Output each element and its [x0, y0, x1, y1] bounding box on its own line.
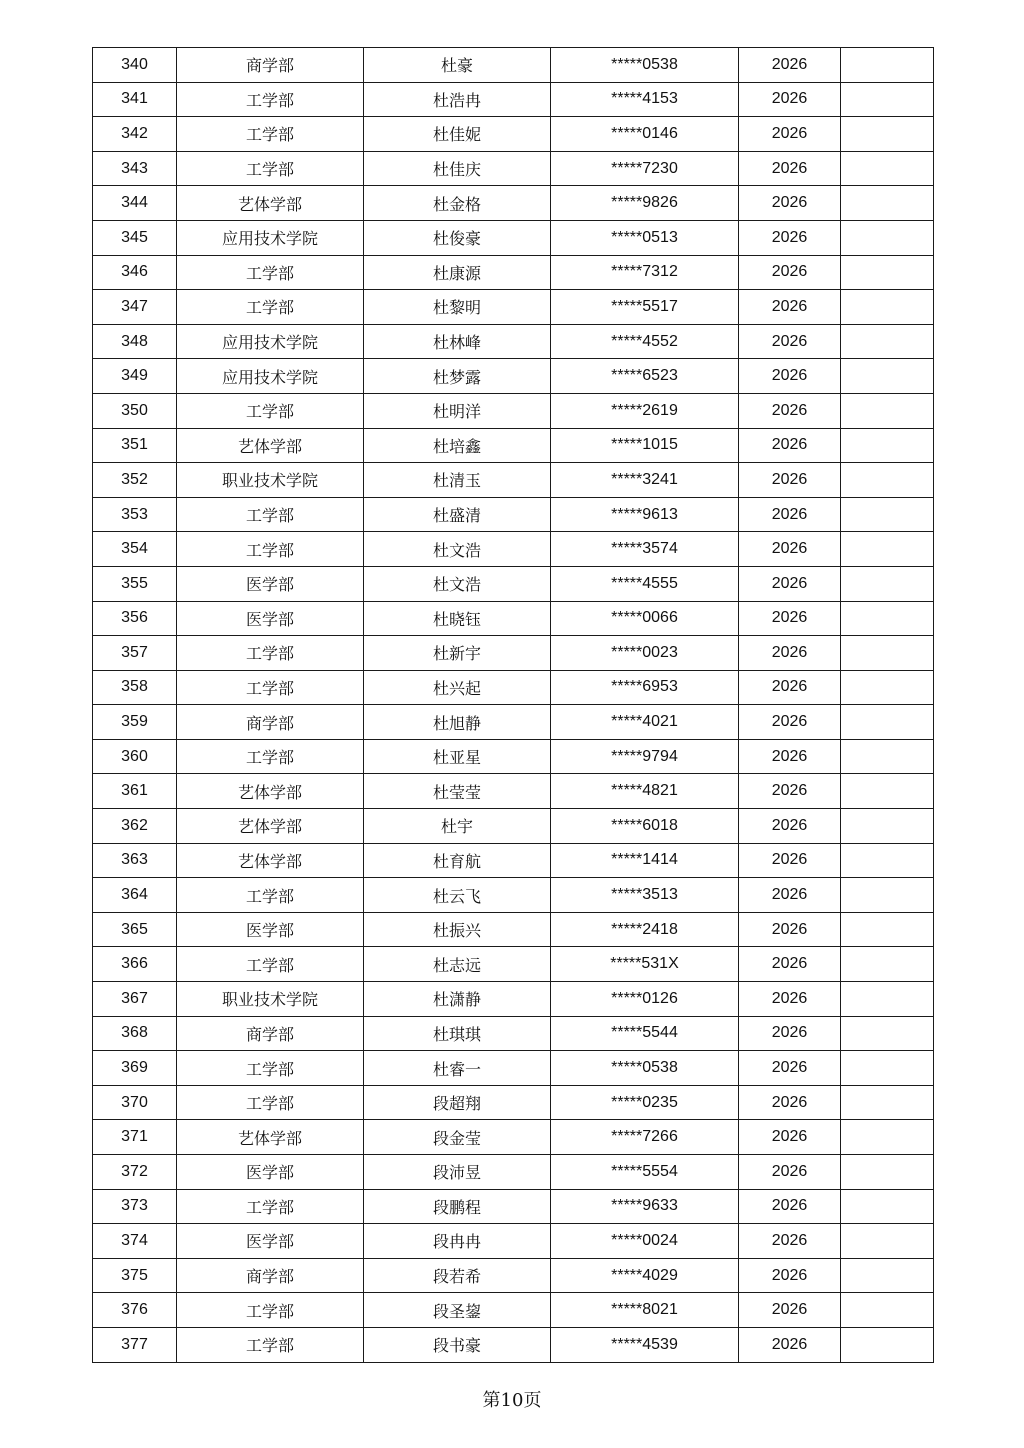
year-cell: 2026 [739, 532, 841, 567]
remarks-cell [841, 82, 934, 117]
table-row [93, 532, 934, 567]
masked-id-cell: *****9826 [551, 186, 739, 221]
table-row [93, 1085, 934, 1120]
remarks-cell [841, 670, 934, 705]
department-cell: 应用技术学院 [177, 220, 364, 255]
department-cell: 工学部 [177, 82, 364, 117]
table-row [93, 1051, 934, 1086]
student-name-cell: 杜琪琪 [364, 1016, 551, 1051]
remarks-cell [841, 636, 934, 671]
remarks-cell [841, 1189, 934, 1224]
table-row [93, 151, 934, 186]
table-row [93, 1016, 934, 1051]
remarks-cell [841, 220, 934, 255]
year-cell: 2026 [739, 705, 841, 740]
year-cell: 2026 [739, 1016, 841, 1051]
student-name-cell: 杜兴起 [364, 670, 551, 705]
page-number: 第10页 [482, 1390, 542, 1411]
year-cell: 2026 [739, 255, 841, 290]
student-name-cell: 段冉冉 [364, 1224, 551, 1259]
student-name-cell: 段超翔 [364, 1085, 551, 1120]
row-number-cell: 341 [93, 82, 177, 117]
row-number-cell: 359 [93, 705, 177, 740]
year-cell: 2026 [739, 809, 841, 844]
department-cell: 艺体学部 [177, 843, 364, 878]
row-number-cell: 377 [93, 1327, 177, 1362]
masked-id-cell: *****2418 [551, 912, 739, 947]
year-cell: 2026 [739, 636, 841, 671]
row-number-cell: 351 [93, 428, 177, 463]
department-cell: 艺体学部 [177, 428, 364, 463]
masked-id-cell: *****4821 [551, 774, 739, 809]
table-row [93, 601, 934, 636]
department-cell: 工学部 [177, 739, 364, 774]
remarks-cell [841, 324, 934, 359]
student-name-cell: 杜云飞 [364, 878, 551, 913]
student-name-cell: 杜晓钰 [364, 601, 551, 636]
student-name-cell: 段圣鋆 [364, 1293, 551, 1328]
year-cell: 2026 [739, 428, 841, 463]
row-number-cell: 360 [93, 739, 177, 774]
row-number-cell: 376 [93, 1293, 177, 1328]
year-cell: 2026 [739, 393, 841, 428]
remarks-cell [841, 843, 934, 878]
row-number-cell: 356 [93, 601, 177, 636]
remarks-cell [841, 601, 934, 636]
row-number-cell: 367 [93, 982, 177, 1017]
table-row [93, 1155, 934, 1190]
student-name-cell: 杜佳妮 [364, 117, 551, 152]
department-cell: 艺体学部 [177, 774, 364, 809]
student-name-cell: 杜盛清 [364, 497, 551, 532]
student-name-cell: 杜宇 [364, 809, 551, 844]
remarks-cell [841, 912, 934, 947]
remarks-cell [841, 566, 934, 601]
year-cell: 2026 [739, 1224, 841, 1259]
student-name-cell: 杜俊豪 [364, 220, 551, 255]
masked-id-cell: *****531X [551, 947, 739, 982]
table-row [93, 1120, 934, 1155]
table-row [93, 566, 934, 601]
masked-id-cell: *****2619 [551, 393, 739, 428]
student-name-cell: 杜振兴 [364, 912, 551, 947]
year-cell: 2026 [739, 186, 841, 221]
year-cell: 2026 [739, 82, 841, 117]
masked-id-cell: *****7312 [551, 255, 739, 290]
row-number-cell: 342 [93, 117, 177, 152]
table-row [93, 739, 934, 774]
table-row [93, 670, 934, 705]
department-cell: 工学部 [177, 255, 364, 290]
year-cell: 2026 [739, 1120, 841, 1155]
masked-id-cell: *****3241 [551, 463, 739, 498]
department-cell: 商学部 [177, 705, 364, 740]
masked-id-cell: *****0538 [551, 1051, 739, 1086]
remarks-cell [841, 1258, 934, 1293]
table-row [93, 947, 934, 982]
year-cell: 2026 [739, 324, 841, 359]
remarks-cell [841, 1327, 934, 1362]
row-number-cell: 344 [93, 186, 177, 221]
department-cell: 工学部 [177, 1085, 364, 1120]
remarks-cell [841, 463, 934, 498]
student-name-cell: 杜黎明 [364, 290, 551, 325]
table-row [93, 636, 934, 671]
student-name-cell: 杜明洋 [364, 393, 551, 428]
remarks-cell [841, 774, 934, 809]
row-number-cell: 350 [93, 393, 177, 428]
year-cell: 2026 [739, 497, 841, 532]
row-number-cell: 365 [93, 912, 177, 947]
department-cell: 艺体学部 [177, 1120, 364, 1155]
row-number-cell: 346 [93, 255, 177, 290]
student-name-cell: 段沛昱 [364, 1155, 551, 1190]
row-number-cell: 355 [93, 566, 177, 601]
masked-id-cell: *****4021 [551, 705, 739, 740]
row-number-cell: 363 [93, 843, 177, 878]
remarks-cell [841, 117, 934, 152]
remarks-cell [841, 151, 934, 186]
masked-id-cell: *****1015 [551, 428, 739, 463]
row-number-cell: 347 [93, 290, 177, 325]
student-name-cell: 杜旭静 [364, 705, 551, 740]
row-number-cell: 372 [93, 1155, 177, 1190]
table-row [93, 809, 934, 844]
remarks-cell [841, 393, 934, 428]
department-cell: 应用技术学院 [177, 359, 364, 394]
department-cell: 工学部 [177, 636, 364, 671]
year-cell: 2026 [739, 48, 841, 83]
masked-id-cell: *****6523 [551, 359, 739, 394]
department-cell: 工学部 [177, 290, 364, 325]
masked-id-cell: *****3513 [551, 878, 739, 913]
student-name-cell: 杜培鑫 [364, 428, 551, 463]
department-cell: 医学部 [177, 566, 364, 601]
row-number-cell: 352 [93, 463, 177, 498]
department-cell: 艺体学部 [177, 186, 364, 221]
table-row [93, 982, 934, 1017]
remarks-cell [841, 809, 934, 844]
table-row [93, 324, 934, 359]
department-cell: 工学部 [177, 1189, 364, 1224]
masked-id-cell: *****8021 [551, 1293, 739, 1328]
remarks-cell [841, 1085, 934, 1120]
year-cell: 2026 [739, 739, 841, 774]
table-row [93, 220, 934, 255]
masked-id-cell: *****5554 [551, 1155, 739, 1190]
student-name-cell: 杜金格 [364, 186, 551, 221]
remarks-cell [841, 739, 934, 774]
masked-id-cell: *****7230 [551, 151, 739, 186]
remarks-cell [841, 497, 934, 532]
department-cell: 医学部 [177, 601, 364, 636]
student-name-cell: 杜睿一 [364, 1051, 551, 1086]
masked-id-cell: *****0023 [551, 636, 739, 671]
remarks-cell [841, 48, 934, 83]
remarks-cell [841, 1051, 934, 1086]
year-cell: 2026 [739, 290, 841, 325]
department-cell: 医学部 [177, 1224, 364, 1259]
remarks-cell [841, 359, 934, 394]
row-number-cell: 345 [93, 220, 177, 255]
year-cell: 2026 [739, 1327, 841, 1362]
table-row [93, 48, 934, 83]
roster-table-body [93, 48, 934, 1363]
year-cell: 2026 [739, 117, 841, 152]
table-row [93, 1189, 934, 1224]
year-cell: 2026 [739, 878, 841, 913]
masked-id-cell: *****4552 [551, 324, 739, 359]
year-cell: 2026 [739, 463, 841, 498]
year-cell: 2026 [739, 912, 841, 947]
student-name-cell: 杜新宇 [364, 636, 551, 671]
masked-id-cell: *****7266 [551, 1120, 739, 1155]
student-name-cell: 段鹏程 [364, 1189, 551, 1224]
remarks-cell [841, 255, 934, 290]
row-number-cell: 358 [93, 670, 177, 705]
department-cell: 医学部 [177, 1155, 364, 1190]
remarks-cell [841, 878, 934, 913]
table-row [93, 428, 934, 463]
department-cell: 医学部 [177, 912, 364, 947]
row-number-cell: 348 [93, 324, 177, 359]
year-cell: 2026 [739, 1085, 841, 1120]
student-name-cell: 杜育航 [364, 843, 551, 878]
year-cell: 2026 [739, 843, 841, 878]
table-row [93, 912, 934, 947]
row-number-cell: 369 [93, 1051, 177, 1086]
student-name-cell: 杜文浩 [364, 532, 551, 567]
table-row [93, 497, 934, 532]
year-cell: 2026 [739, 601, 841, 636]
row-number-cell: 349 [93, 359, 177, 394]
masked-id-cell: *****3574 [551, 532, 739, 567]
masked-id-cell: *****5544 [551, 1016, 739, 1051]
student-name-cell: 杜莹莹 [364, 774, 551, 809]
department-cell: 工学部 [177, 532, 364, 567]
remarks-cell [841, 982, 934, 1017]
department-cell: 工学部 [177, 497, 364, 532]
table-row [93, 1327, 934, 1362]
department-cell: 应用技术学院 [177, 324, 364, 359]
student-name-cell: 杜清玉 [364, 463, 551, 498]
masked-id-cell: *****4029 [551, 1258, 739, 1293]
table-row [93, 843, 934, 878]
remarks-cell [841, 1224, 934, 1259]
remarks-cell [841, 1016, 934, 1051]
table-row [93, 255, 934, 290]
department-cell: 职业技术学院 [177, 982, 364, 1017]
student-name-cell: 杜浩冉 [364, 82, 551, 117]
remarks-cell [841, 290, 934, 325]
masked-id-cell: *****0235 [551, 1085, 739, 1120]
department-cell: 商学部 [177, 1258, 364, 1293]
table-row [93, 463, 934, 498]
remarks-cell [841, 1155, 934, 1190]
department-cell: 职业技术学院 [177, 463, 364, 498]
year-cell: 2026 [739, 1293, 841, 1328]
masked-id-cell: *****0513 [551, 220, 739, 255]
remarks-cell [841, 705, 934, 740]
table-row [93, 1224, 934, 1259]
masked-id-cell: *****0066 [551, 601, 739, 636]
department-cell: 商学部 [177, 1016, 364, 1051]
masked-id-cell: *****4539 [551, 1327, 739, 1362]
table-row [93, 82, 934, 117]
table-row [93, 393, 934, 428]
department-cell: 工学部 [177, 1051, 364, 1086]
masked-id-cell: *****5517 [551, 290, 739, 325]
remarks-cell [841, 1293, 934, 1328]
masked-id-cell: *****9794 [551, 739, 739, 774]
table-row [93, 878, 934, 913]
year-cell: 2026 [739, 1051, 841, 1086]
table-row [93, 117, 934, 152]
table-row [93, 1293, 934, 1328]
department-cell: 工学部 [177, 151, 364, 186]
year-cell: 2026 [739, 359, 841, 394]
row-number-cell: 343 [93, 151, 177, 186]
year-cell: 2026 [739, 982, 841, 1017]
remarks-cell [841, 186, 934, 221]
row-number-cell: 370 [93, 1085, 177, 1120]
masked-id-cell: *****4555 [551, 566, 739, 601]
student-name-cell: 杜亚星 [364, 739, 551, 774]
year-cell: 2026 [739, 1155, 841, 1190]
department-cell: 工学部 [177, 117, 364, 152]
row-number-cell: 340 [93, 48, 177, 83]
row-number-cell: 361 [93, 774, 177, 809]
masked-id-cell: *****9613 [551, 497, 739, 532]
table-row [93, 359, 934, 394]
student-name-cell: 杜佳庆 [364, 151, 551, 186]
year-cell: 2026 [739, 947, 841, 982]
table-row [93, 1258, 934, 1293]
department-cell: 工学部 [177, 1327, 364, 1362]
department-cell: 工学部 [177, 878, 364, 913]
year-cell: 2026 [739, 1189, 841, 1224]
row-number-cell: 368 [93, 1016, 177, 1051]
student-name-cell: 段若希 [364, 1258, 551, 1293]
masked-id-cell: *****0024 [551, 1224, 739, 1259]
department-cell: 工学部 [177, 1293, 364, 1328]
department-cell: 工学部 [177, 947, 364, 982]
year-cell: 2026 [739, 774, 841, 809]
row-number-cell: 366 [93, 947, 177, 982]
student-name-cell: 杜文浩 [364, 566, 551, 601]
student-name-cell: 杜志远 [364, 947, 551, 982]
row-number-cell: 373 [93, 1189, 177, 1224]
row-number-cell: 362 [93, 809, 177, 844]
masked-id-cell: *****9633 [551, 1189, 739, 1224]
department-cell: 商学部 [177, 48, 364, 83]
masked-id-cell: *****0146 [551, 117, 739, 152]
student-name-cell: 杜豪 [364, 48, 551, 83]
remarks-cell [841, 947, 934, 982]
remarks-cell [841, 532, 934, 567]
row-number-cell: 364 [93, 878, 177, 913]
department-cell: 工学部 [177, 393, 364, 428]
table-row [93, 774, 934, 809]
masked-id-cell: *****1414 [551, 843, 739, 878]
row-number-cell: 353 [93, 497, 177, 532]
student-name-cell: 杜康源 [364, 255, 551, 290]
table-row [93, 186, 934, 221]
year-cell: 2026 [739, 670, 841, 705]
row-number-cell: 354 [93, 532, 177, 567]
student-name-cell: 杜潇静 [364, 982, 551, 1017]
table-row [93, 705, 934, 740]
table-row [93, 290, 934, 325]
row-number-cell: 375 [93, 1258, 177, 1293]
year-cell: 2026 [739, 220, 841, 255]
year-cell: 2026 [739, 1258, 841, 1293]
masked-id-cell: *****0538 [551, 48, 739, 83]
masked-id-cell: *****6018 [551, 809, 739, 844]
row-number-cell: 357 [93, 636, 177, 671]
student-name-cell: 杜林峰 [364, 324, 551, 359]
masked-id-cell: *****4153 [551, 82, 739, 117]
department-cell: 工学部 [177, 670, 364, 705]
department-cell: 艺体学部 [177, 809, 364, 844]
roster-table [92, 47, 934, 1363]
masked-id-cell: *****0126 [551, 982, 739, 1017]
student-name-cell: 段金莹 [364, 1120, 551, 1155]
year-cell: 2026 [739, 566, 841, 601]
masked-id-cell: *****6953 [551, 670, 739, 705]
student-name-cell: 段书豪 [364, 1327, 551, 1362]
student-name-cell: 杜梦露 [364, 359, 551, 394]
remarks-cell [841, 1120, 934, 1155]
row-number-cell: 374 [93, 1224, 177, 1259]
row-number-cell: 371 [93, 1120, 177, 1155]
year-cell: 2026 [739, 151, 841, 186]
remarks-cell [841, 428, 934, 463]
